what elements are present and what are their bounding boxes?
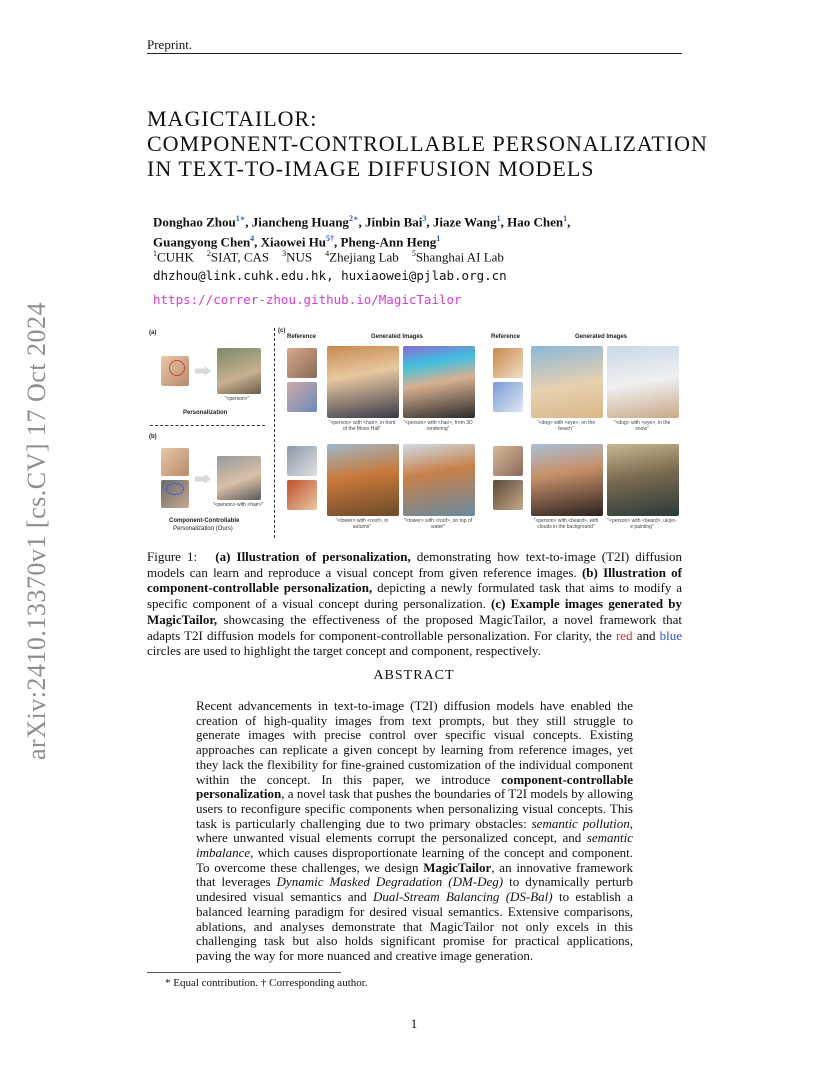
author-name: , Jiaze Wang <box>426 214 497 230</box>
reference-hair-image <box>287 382 317 412</box>
prompt-caption: "<person> with <beard>, ukiyo-e painting" <box>607 518 677 530</box>
generated-face-image <box>217 348 261 394</box>
abstract-bold: component-controllable personalization <box>196 771 633 802</box>
abstract-text: Recent advancements in text-to-image (T2I) diffusion models have enabled the creation of high-quality images from text prompts, but they still struggle to generate images with precise control over specific visual concepts. Existing approaches can replicate a given concept by learning from reference images, yet they lack the flexibility for fine-grained customization of the individual component within the concept. In this paper, we introduce <box>196 698 633 787</box>
generated-image-hair-moon-hall <box>327 346 399 418</box>
generated-face-image <box>217 456 261 500</box>
abstract-italic: Dual-Stream Balancing (DS-Bal) <box>372 889 553 905</box>
affil-name: CUHK <box>157 249 194 265</box>
abstract-text: to establish a balanced learning paradigm for desired visual semantics. Extensive comparisons, ablations, and analyses demonstrate that MagicTailor not only excels in this challenging task but also holds significant promise for practical applications, paving the way for more nuanced and creative image generation. <box>196 889 633 963</box>
caption-blue-word: blue <box>659 627 682 643</box>
footnote: * Equal contribution. † Corresponding author. <box>165 977 368 989</box>
reference-person-image <box>287 348 317 378</box>
author-affil-mark: 4 <box>250 234 255 244</box>
caption-part-b-title: (b) Illustration of component-controllable personalization, <box>147 564 683 596</box>
title-line-2: COMPONENT-CONTROLLABLE PERSONALIZATION <box>147 131 708 156</box>
caption-text: and <box>632 627 660 643</box>
affil-name: Shanghai AI Lab <box>415 249 504 265</box>
author-affil-mark: 1 <box>436 234 441 244</box>
prompt-caption: "<person> with <beard>, with clouds in the background" <box>533 518 599 530</box>
panel-divider-horizontal <box>150 425 265 426</box>
caption-part-a-text: demonstrating how text-to-image (T2I) diffusion models can learn and reproduce a visual concept from given reference images. <box>147 549 682 580</box>
contact-email[interactable]: dhzhou@link.cuhk.edu.hk, huxiaowei@pjlab.org.cn <box>153 268 507 283</box>
caption-part-c-text: showcasing the effectiveness of the proposed MagicTailor, a novel framework that adapts T2I diffusion models for component-controllable personalization. For clarity, the <box>147 611 682 643</box>
reference-roof-image <box>287 480 317 510</box>
caption-part-c-title: (c) Example images generated by MagicTailor, <box>147 596 682 627</box>
caption-red-word: red <box>615 627 633 643</box>
abstract-heading: ABSTRACT <box>373 668 455 683</box>
prompt-caption: "<person> with <hair>" <box>212 502 264 508</box>
panel-b-label: (b) <box>149 434 157 440</box>
ccp-label-line-2: Personalization (Ours) <box>173 526 233 532</box>
generated-image-tower-water <box>403 444 475 516</box>
panel-c-label: (c) <box>278 328 286 334</box>
abstract-body <box>196 699 633 964</box>
affil-number: 1 <box>153 249 157 258</box>
prompt-caption: "<dog> with <eye>, on the beach" <box>536 420 596 432</box>
affil-number: 5 <box>411 249 416 258</box>
affil-number: 4 <box>325 249 330 258</box>
caption-part-b-text: depicting a newly formulated task that aims to modify a specific component of a visual concept during personalization. <box>147 580 683 612</box>
affil-name: SIAT, CAS <box>210 249 270 265</box>
title-line-3: IN TEXT-TO-IMAGE DIFFUSION MODELS <box>147 156 595 181</box>
author-name: , Xiaowei Hu <box>254 234 327 250</box>
affil-number: 3 <box>282 249 287 258</box>
personalization-label: Personalization <box>183 410 228 416</box>
reference-tower-image <box>287 446 317 476</box>
affiliations <box>153 249 504 265</box>
abstract-italic: Dynamic Masked Degradation (DM-Deg) <box>276 874 504 890</box>
panel-divider-vertical <box>274 328 275 538</box>
title-line-1: MAGICTAILOR: <box>147 106 318 131</box>
arrow-icon <box>195 474 211 484</box>
component-highlight-circle <box>166 483 184 495</box>
generated-image-beard-clouds <box>531 444 603 516</box>
author-affil-mark: 1∗ <box>235 214 246 223</box>
paper-title <box>147 106 708 181</box>
author-list <box>153 210 623 251</box>
generated-image-hair-3d <box>403 346 475 418</box>
affil-name: Zhejiang Lab <box>329 249 399 265</box>
generated-images-header: Generated Images <box>575 334 628 340</box>
ccp-label-line-1: Component-Controllable <box>169 518 240 524</box>
author-affil-mark: 1 <box>563 214 568 223</box>
abstract-text: , which causes disproportionate learning of the concept and component. To overcome these challenges, we design <box>196 845 633 875</box>
generated-image-tower-autumn <box>327 444 399 516</box>
author-name: , Jinbin Bai <box>358 214 423 230</box>
affil-name: NUS <box>286 249 313 265</box>
abstract-italic: semantic pollution <box>531 815 630 831</box>
author-name: , Guangyong Chen <box>153 214 571 250</box>
reference-person-image <box>493 446 523 476</box>
header-rule <box>147 53 682 54</box>
author-affil-mark: 1 <box>496 214 501 223</box>
abstract-text: , an innovative framework that leverages <box>196 859 633 890</box>
generated-image-dog-beach <box>531 346 603 418</box>
prompt-caption: "<person> with <hair>, in front of the Moon Hall" <box>328 420 396 432</box>
affil-number: 2 <box>206 249 211 258</box>
running-header: Preprint. <box>147 37 193 52</box>
figure-1 <box>147 328 682 543</box>
abstract-text: , a novel task that pushes the boundaries of T2I models by allowing users to reconfigure specific components when personalizing visual concepts. This task is particularly challenging due to two primary obstacles: <box>196 786 633 831</box>
generated-image-beard-ukiyoe <box>607 444 679 516</box>
reference-dog-image <box>493 348 523 378</box>
prompt-caption: "<dog> with <eye>, in the snow" <box>613 420 671 432</box>
panel-a-label: (a) <box>149 330 157 336</box>
abstract-bold: MagicTailor <box>423 859 492 875</box>
generated-images-header: Generated Images <box>371 334 424 340</box>
reference-face-image <box>161 448 189 476</box>
reference-eye-image <box>493 382 523 412</box>
page-number: 1 <box>410 1016 418 1031</box>
caption-text: circles are used to highlight the target concept and component, respectively. <box>147 643 541 659</box>
reference-beard-image <box>493 480 523 510</box>
arxiv-sidebar-stamp: arXiv:2410.13370v1 [cs.CV] 17 Oct 2024 <box>22 301 51 760</box>
author-name: , Hao Chen <box>500 214 564 230</box>
abstract-text: , where unwanted visual elements corrupt the personalized concept, and <box>196 815 633 846</box>
project-url-link[interactable]: https://correr-zhou.github.io/MagicTailor <box>153 292 462 307</box>
arrow-icon <box>195 366 211 376</box>
reference-header: Reference <box>287 334 317 340</box>
author-name: , Jiancheng Huang <box>245 214 349 230</box>
author-name: , Pheng-Ann Heng <box>334 234 437 250</box>
generated-image-dog-snow <box>607 346 679 418</box>
caption-part-a-title: (a) Illustration of personalization, <box>215 549 411 564</box>
caption-figure-number: Figure 1: <box>147 549 198 564</box>
figure-caption <box>147 549 682 659</box>
prompt-caption: "<person>" <box>224 396 250 402</box>
prompt-caption: "<tower> with <roof>, on top of water" <box>403 518 473 530</box>
reference-header: Reference <box>491 334 521 340</box>
footnote-rule <box>147 972 341 973</box>
author-name: Donghao Zhou <box>153 214 236 230</box>
author-affil-mark: 3 <box>422 214 427 223</box>
author-affil-mark: 2∗ <box>348 214 359 223</box>
prompt-caption: "<person> with <hair>, from 3D rendering" <box>403 420 473 432</box>
concept-highlight-circle <box>169 360 185 376</box>
author-affil-mark: 5† <box>326 234 335 244</box>
prompt-caption: "<tower> with <roof>, in autumn" <box>335 518 389 530</box>
abstract-italic: semantic imbalance <box>196 830 633 861</box>
abstract-text: to dynamically perturb undesired visual semantics and <box>196 874 633 905</box>
